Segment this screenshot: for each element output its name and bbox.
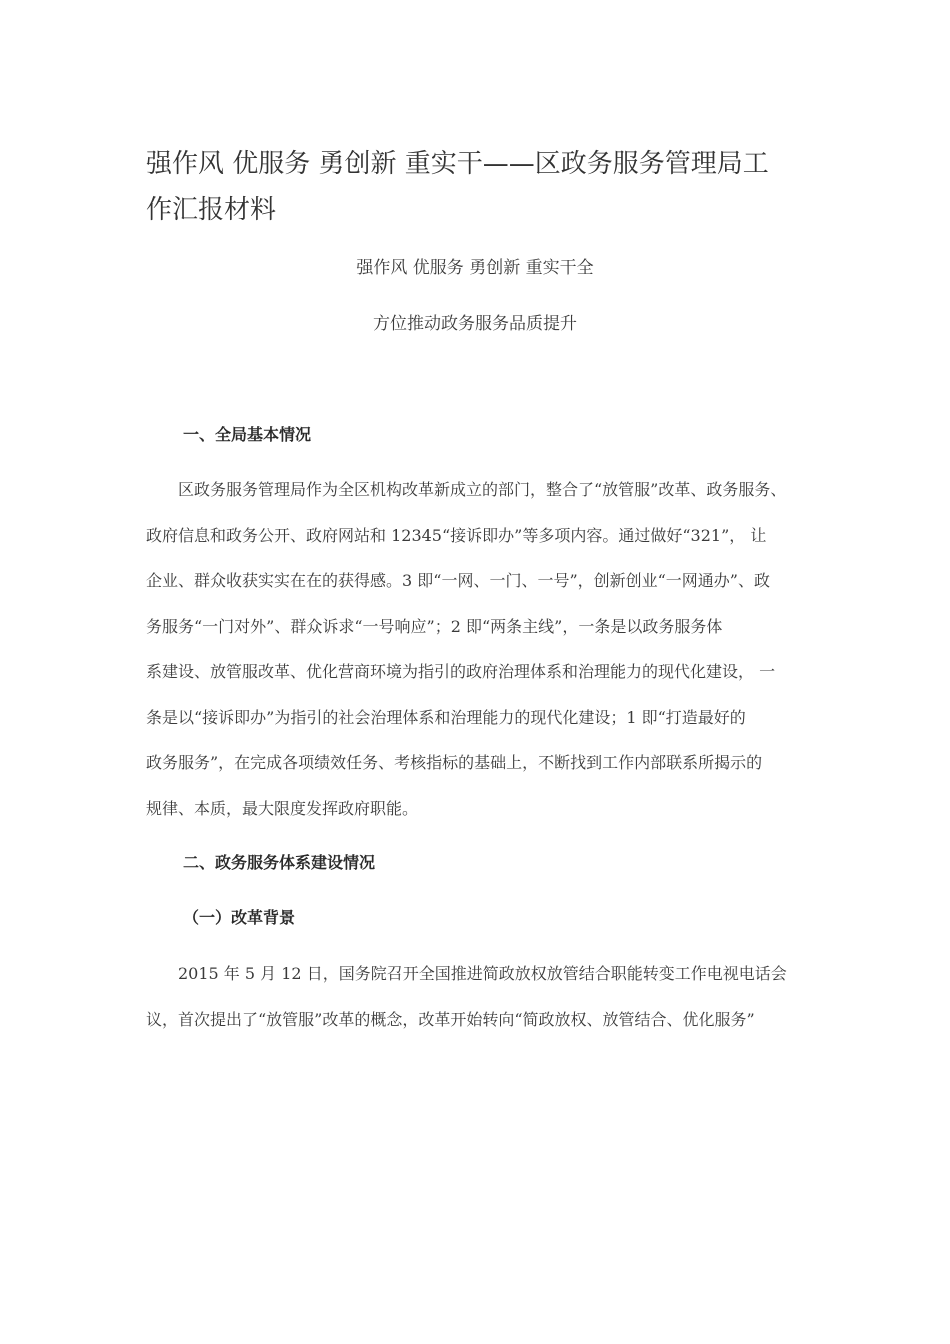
subtitle-line-2: 方位推动政务服务品质提升 <box>373 314 577 334</box>
section-1-paragraph <box>146 467 826 831</box>
document-title <box>146 141 816 233</box>
subtitle-line-1: 强作风 优服务 勇创新 重实干全 <box>356 258 594 278</box>
title-line-2: 作汇报材料 <box>146 195 277 225</box>
title-line-1: 强作风 优服务 勇创新 重实干——区政务服务管理局工 <box>146 149 769 179</box>
paragraph-line: 企业、群众收获实实在在的获得感。3 即“一网、一门、一号”，创新创业“一网通办”、政 <box>146 571 770 590</box>
section-2-paragraph <box>146 951 826 1042</box>
paragraph-line: 规律、本质，最大限度发挥政府职能。 <box>146 798 419 818</box>
paragraph-line: 2015 年 5 月 12 日，国务院召开全国推进简政放权放管结合职能转变工作电视电话会 <box>146 964 787 983</box>
paragraph-line: 区政务服务管理局作为全区机构改革新成立的部门，整合了“放管服”改革、政务服务、 <box>146 480 787 499</box>
paragraph-line: 系建设、放管服改革、优化营商环境为指引的政府治理体系和治理能力的现代化建设， 一 <box>146 662 776 681</box>
paragraph-line: 务服务“一门对外”、群众诉求“一号响应”；2 即“两条主线”，一条是以政务服务体 <box>146 616 723 636</box>
section-2-heading: 二、政务服务体系建设情况 <box>183 853 376 872</box>
paragraph-line: 政务服务”，在完成各项绩效任务、考核指标的基础上，不断找到工作内部联系所揭示的 <box>146 753 763 772</box>
paragraph-line: 议，首次提出了“放管服”改革的概念，改革开始转向“简政放权、放管结合、优化服务” <box>146 1009 755 1029</box>
paragraph-line: 条是以“接诉即办”为指引的社会治理体系和治理能力的现代化建设；1 即“打造最好的 <box>146 707 746 727</box>
section-1-heading: 一、全局基本情况 <box>183 425 312 444</box>
paragraph-line: 政府信息和政务公开、政府网站和 12345“接诉即办”等多项内容。通过做好“321”， 让 <box>146 525 767 545</box>
section-2-subheading: （一）改革背景 <box>183 908 296 927</box>
